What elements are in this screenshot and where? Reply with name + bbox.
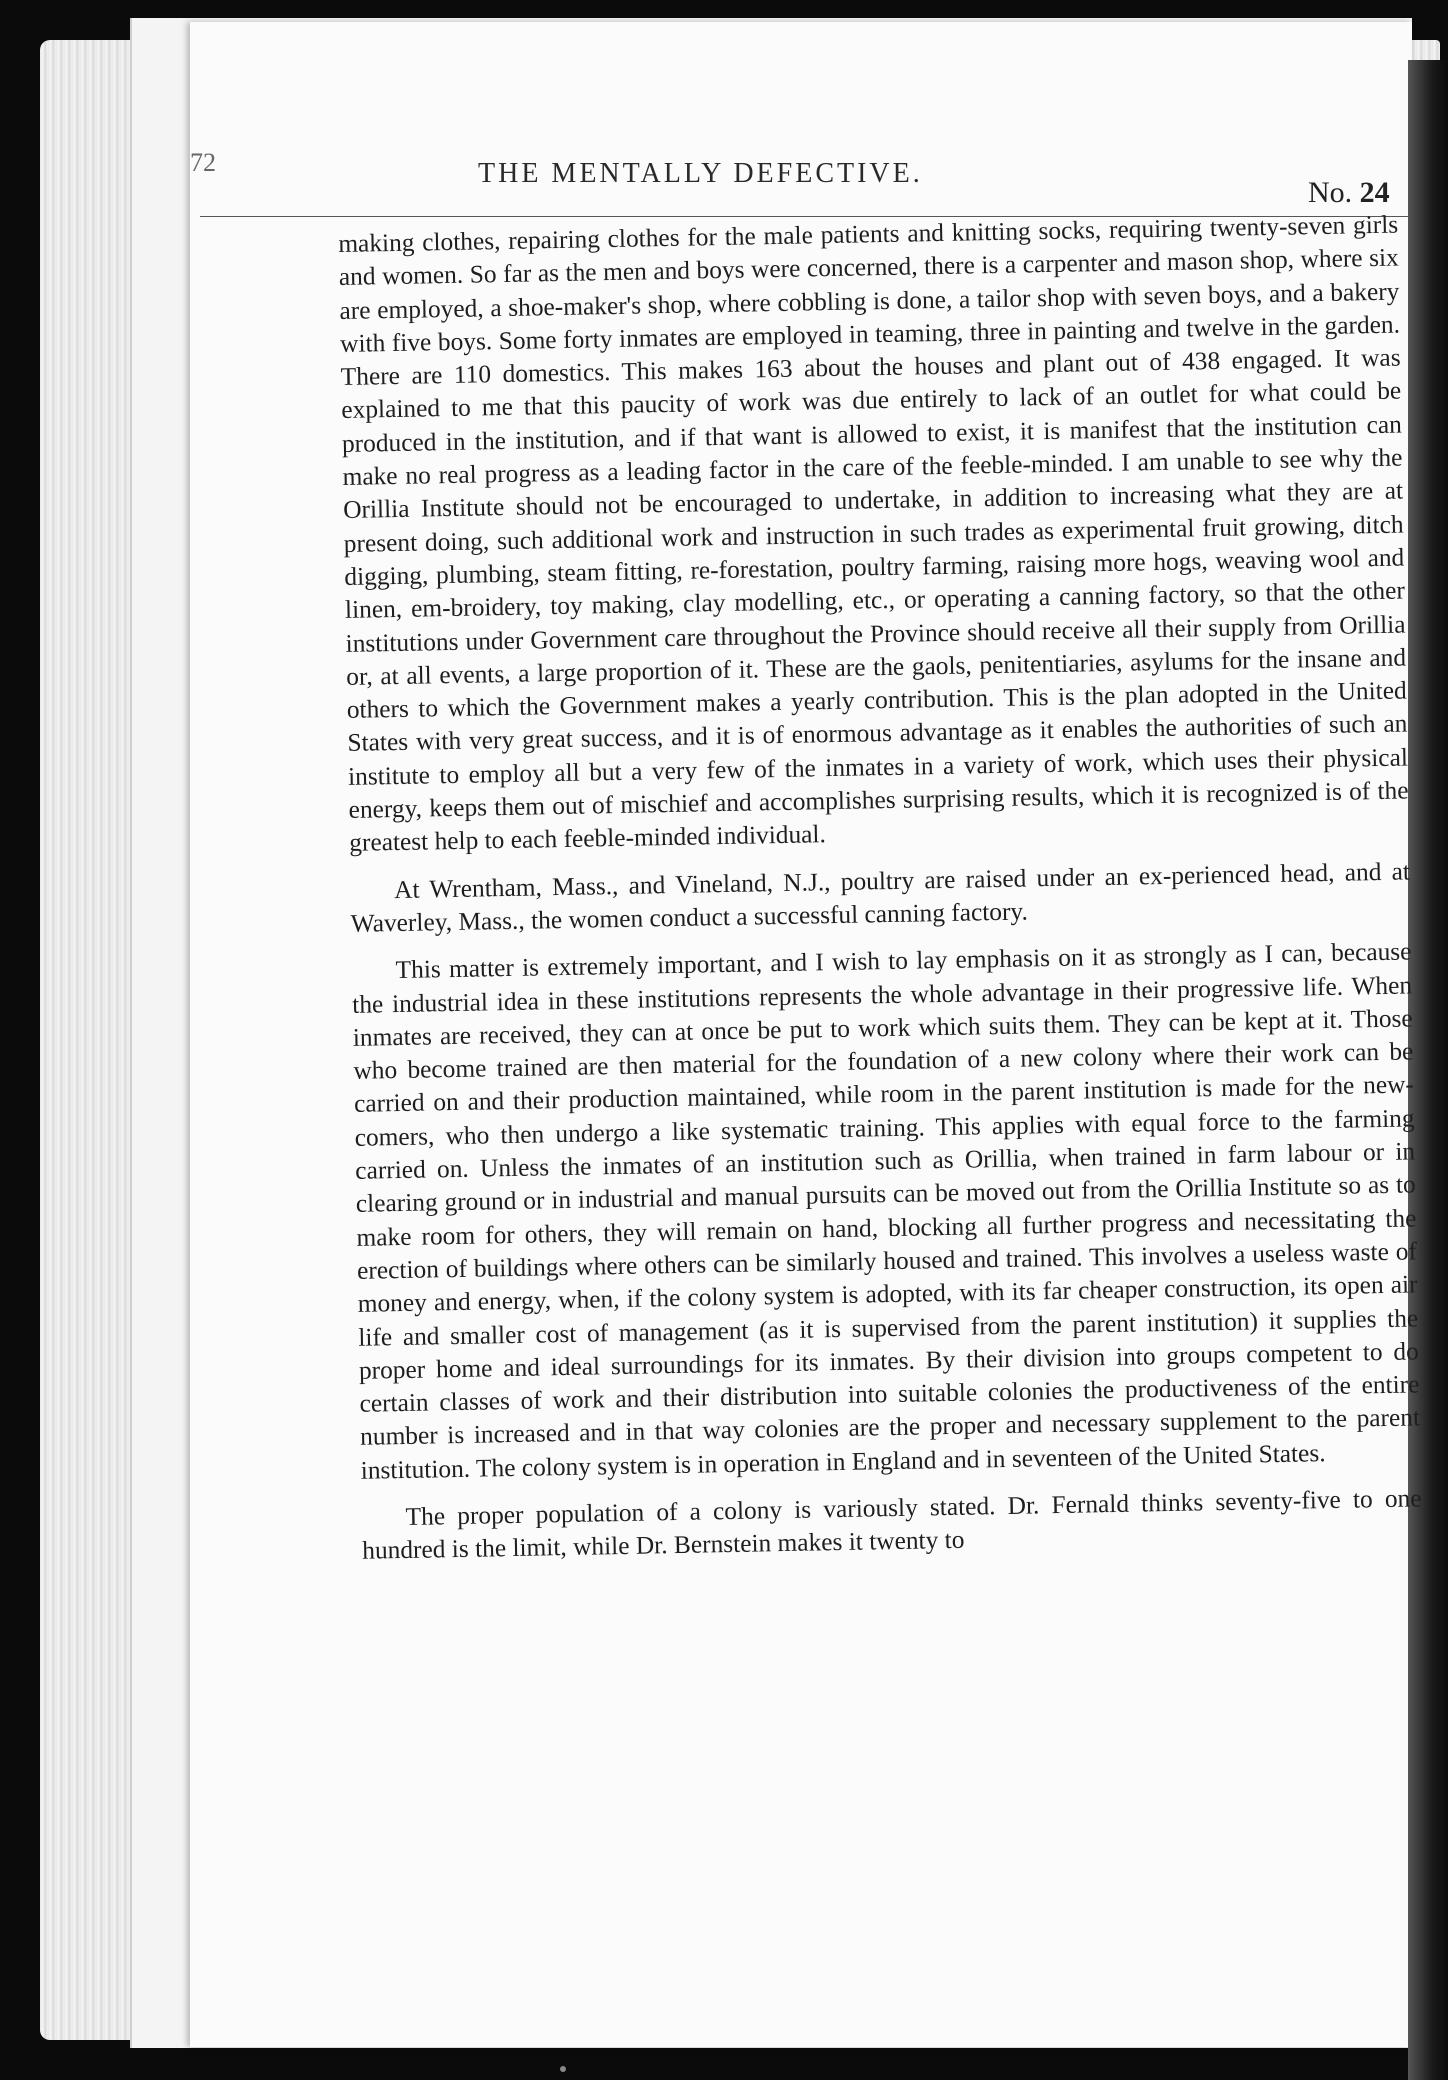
page-number: 72 (190, 148, 216, 177)
running-title: THE MENTALLY DEFECTIVE. (478, 158, 923, 189)
paragraph: The proper population of a colony is variously stated. Dr. Fernald thinks seventy-five to one hundred is the limit, while Dr. Bernstein makes it twenty to (361, 1484, 1422, 1566)
paragraph: making clothes, repairing clothes for the male patients and knitting socks, requiring twenty-seven girls and women. So far as the men and boys were concerned, there is a carpenter and mason shop, where six are employed, a shoe-maker's shop, where cobbling is done, a tailor shop with seven boys, and a bakery with five boys. Some forty inmates are employed in teaming, three in painting and twelve in the garden. There are 110 domestics. This makes 163 about the houses and plant out of 438 engaged. It was explained to me that this paucity of work was due entirely to lack of an outlet for what could be produced in the institution, and if that want is allowed to exist, it is manifest that the institution can make no real progress as a leading factor in the care of the feeble-minded. I am unable to see why the Orillia Institute should not be encouraged to undertake, in addition to increasing what they are at present doing, such additional work and instruction in such trades as experimental fruit growing, ditch digging, plumbing, steam fitting, re-forestation, poultry farming, raising more hogs, weaving wool and linen, em-broidery, toy making, clay modelling, etc., or operating a canning factory, so that the other institutions under Government care throughout the Province should receive all their supply from Orillia or, at all events, a large proportion of it. These are the gaols, penitentiaries, asylums for the insane and others to which the Government makes a yearly contribution. This is the plan adopted in the United States with very great success, and it is of enormous advantage as it enables the authorities of such an institute to employ all but a very few of the inmates in a variety of work, which uses their physical energy, keeps them out of mischief and accomplishes surprising results, which it is recognized is of the greatest help to each feeble-minded individual. (338, 210, 1409, 858)
paragraph: This matter is extremely important, and I wish to lay emphasis on it as strongly as I can, because the industrial idea in these institutions represents the whole advantage in their progressive life. When inmates are received, they can at once be put to work which suits them. They can be kept at it. Those who become trained are then material for the foundation of a new colony where their work can be carried on and their production maintained, while room in the parent institution is made for the new-comers, who then undergo a like systematic training. This applies with equal force to the farming carried on. Unless the inmates of an institution such as Orillia, when trained in farm labour or in clearing ground or in industrial and manual pursuits can be moved out from the Orillia Institute so as to make room for others, they will remain on hand, blocking all further progress and necessitating the erection of buildings where others can be similarly housed and trained. This involves a useless waste of money and energy, when, if the colony system is adopted, with its far cheaper construction, its open air life and smaller cost of management (as it is supervised from the parent institution) it supplies the proper home and ideal surroundings for its inmates. By their division into groups competent to do certain classes of work and their distribution into suitable colonies the productiveness of the entire number is increased and in that way colonies are the proper and necessary supplement to the parent institution. The colony system is in operation in England and in seventeen of the United States. (351, 937, 1421, 1485)
scan-speck (560, 2066, 566, 2072)
body-text (338, 209, 1423, 1583)
paragraph: At Wrentham, Mass., and Vineland, N.J., poultry are raised under an ex-perienced head, and at Waverley, Mass., the women conduct a successful canning factory. (350, 857, 1411, 938)
binding-shadow (1408, 60, 1448, 2080)
issue-value: 24 (1359, 176, 1390, 209)
issue-prefix: No. (1308, 176, 1353, 209)
issue-number (1308, 176, 1390, 210)
